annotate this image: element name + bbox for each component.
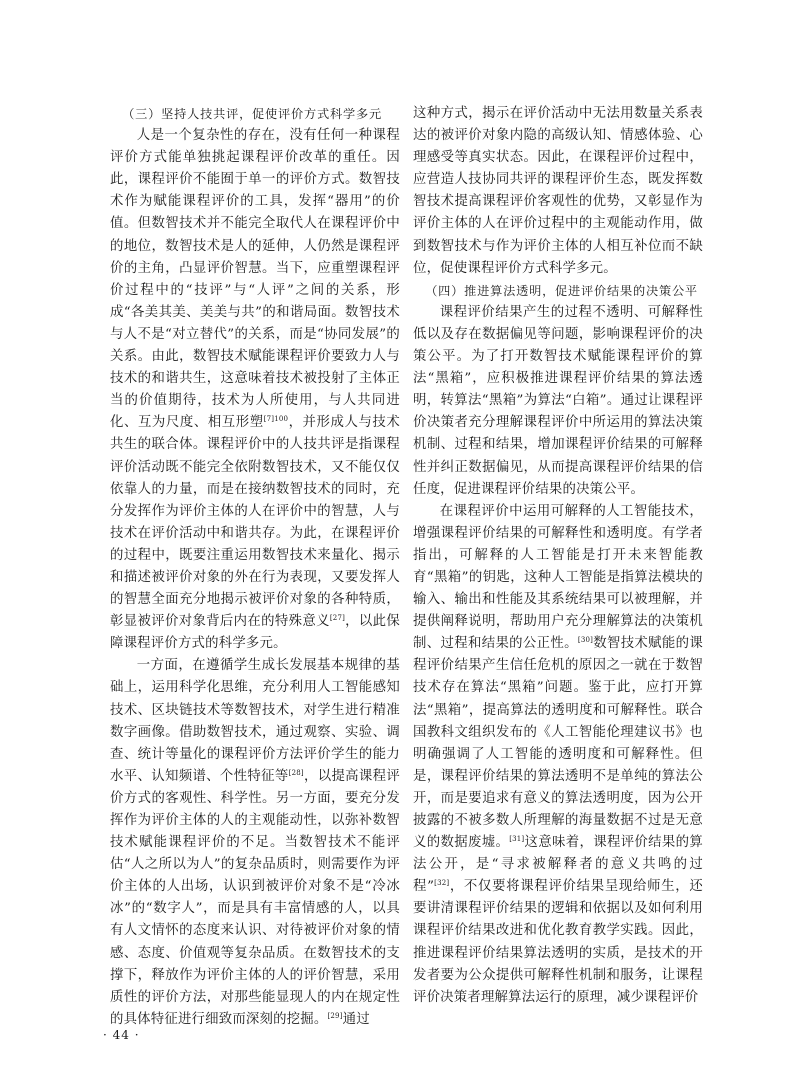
paragraph-text: 这意味着，课程评价结果的算法公开，是“寻求被解释者的意义共鸣的过程” <box>413 835 703 895</box>
paragraph: 课程评价结果产生的过程不透明、可解释性低以及存在数据偏见等问题，影响课程评价的决策公平。为了打开数智技术赋能课程评价的算法“黑箱”，应积极推进课程评价结果的算法透明，转算法“黑箱”为算法“白箱”。通过让课程评价决策者充分理解课程评价中所运用的算法决策机制、过程和结果，增加课程评价结果的可解释性并纠正数据偏见，从而提高课程评价结果的信任度，促进课程评价结果的决策公平。 <box>413 304 703 497</box>
citation: [28] <box>288 768 304 777</box>
paragraph-text: ，以提高课程评价方式的客观性、科学性。另一方面，要充分发挥作为评价主体的人的主观能动性，以弥补数智技术赋能课程评价的不足。当数智技术不能评估“人之所以为人”的复杂品质时，则需要作为评价主体的人出场，认识到被评价对象不是“冷冰冰”的“数字人”，而是具有丰富情感的人，以具有人文情怀的态度来认识、对待被评价对象的情感、态度、价值观等复杂品质。在数智技术的支撑下，释放作为评价主体的人的评价智慧，采用质性的评价方法，对那些能显现人的内在规定性的具体特征进行细致而深刻的挖掘。 <box>110 768 400 1027</box>
paragraph <box>413 501 703 1009</box>
paragraph-text: 通过 <box>342 1011 370 1027</box>
right-column <box>413 103 703 1009</box>
citation: [7]100 <box>263 415 289 424</box>
citation: [30] <box>577 636 594 645</box>
page-number: · 44 · <box>103 1028 140 1042</box>
paragraph-text: 人是一个复杂性的存在，没有任何一种课程评价方式能单独挑起课程评价改革的重任。因此，课程评价不能囿于单一的评价方式。数智技术作为赋能课程评价的工具，发挥“器用”的价值。但数智技术并不能完全取代人在课程评价中的地位，数智技术是人的延伸，人仍然是课程评价的主角，凸显评价智慧。当下，应重塑课程评价过程中的“技评”与“人评”之间的关系，形成“各美其美、美美与共”的和谐局面。数智技术与人不是“对立替代”的关系，而是“协同发展”的关系。由此，数智技术赋能课程评价要致力人与技术的和谐共生，这意味着技术被投射了主体正当的价值期待，技术为人所使用，与人共同进化、互为尺度、相互形塑 <box>110 128 400 431</box>
section-heading-3: （三）坚持人技共评，促使评价方式科学多元 <box>122 107 382 121</box>
paragraph-text: ，并形成人与技术共生的联合体。课程评价中的人技共评是指课程评价活动既不能完全依附数智技术，又不能仅仅依靠人的力量，而是在接纳数智技术的同时，充分发挥作为评价主体的人在评价中的智慧，人与技术在评价活动中和谐共存。为此，在课程评价的过程中，既要注重运用数智技术来量化、揭示和描述被评价对象的外在行为表现，又要发挥人的智慧全面充分地揭示被评价对象的各种特质，彰显被评价对象背后内在的特殊意义 <box>110 415 400 630</box>
paragraph-text: 数智技术赋能的课程评价结果产生信任危机的原因之一就在于数智技术存在算法“黑箱”问题。鉴于此，应打开算法“黑箱”，提高算法的透明度和可解释性。联合国教科文组织发布的《人工智能伦理建议书》也明确强调了人工智能的透明度和可解释性。但是，课程评价结果的算法透明不是单纯的算法公开，而是要追求有意义的算法透明度，因为公开披露的不被多数人所理解的海量数据不过是无意义的数据废墟。 <box>413 636 703 851</box>
paragraph-continued: 这种方式，揭示在评价活动中无法用数量关系表达的被评价对象内隐的高级认知、情感体验、心理感受等真实状态。因此，在课程评价过程中，应营造人技协同共评的课程评价生态，既发挥数智技术提高课程评价客观性的优势，又彰显作为评价主体的人在评价过程中的主观能动作用，做到数智技术与作为评价主体的人相互补位而不缺位，促使课程评价方式科学多元。 <box>413 106 703 276</box>
paragraph <box>110 125 400 655</box>
citation: [32] <box>434 879 450 888</box>
paragraph-text: ，以此保障课程评价方式的科学多元。 <box>110 614 400 652</box>
paragraph-text: 一方面，在遵循学生成长发展基本规律的基础上，运用科学化思维，充分利用人工智能感知技术、区块链技术等数智技术，对学生进行精准数字画像。借助数智技术，通过观察、实验、调查、统计等量化的课程评价方法评价学生的能力水平、认知频谱、个性特征等 <box>110 658 400 784</box>
citation: [27] <box>329 614 346 623</box>
citation: [31] <box>509 835 525 844</box>
citation: [29] <box>327 1011 343 1020</box>
left-column <box>110 103 400 1031</box>
paragraph-text: ，不仅要将课程评价结果呈现给师生，还要讲清课程评价结果的逻辑和依据以及如何利用课程评价结果改进和优化教育教学实践。因此，推进课程评价结果算法透明的实质，是技术的开发者要为公众提供可解释性机制和服务，让课程评价决策者理解算法运行的原理，减少课程评价 <box>413 879 703 1005</box>
section-heading-4: （四）推进算法透明，促进评价结果的决策公平 <box>425 283 698 298</box>
paragraph-text: 在课程评价中运用可解释的人工智能技术，增强课程评价结果的可解释性和透明度。有学者指出，可解释的人工智能是打开未来智能教育“黑箱”的钥匙，这种人工智能是指算法模块的输入、输出和性能及其系统结果可以被理解，并提供阐释说明，帮助用户充分理解算法的决策机制、过程和结果的公正性。 <box>413 503 703 652</box>
paragraph <box>110 655 400 1031</box>
